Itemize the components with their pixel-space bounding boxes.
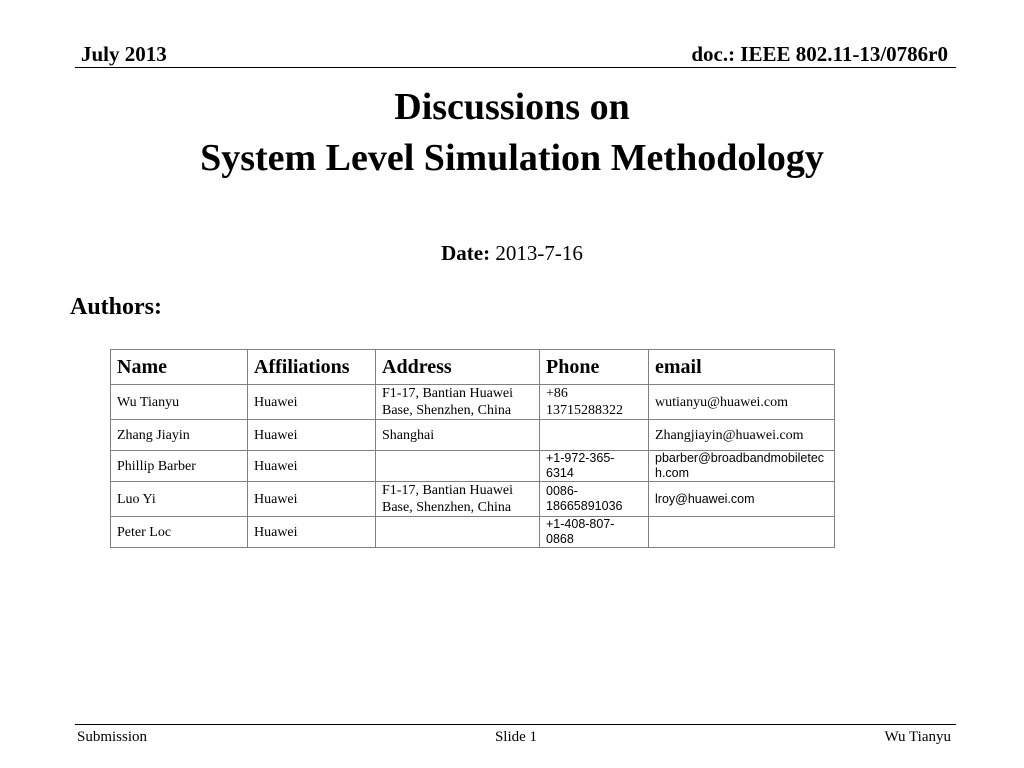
cell-affiliation: Huawei: [248, 451, 376, 482]
header-date: July 2013: [81, 42, 167, 66]
footer-author: Wu Tianyu: [884, 729, 951, 745]
cell-name: Peter Loc: [111, 517, 248, 548]
slide-title-line-1: Discussions on: [394, 86, 630, 128]
date-line: [0, 240, 1024, 266]
cell-email: wutianyu@huawei.com: [649, 385, 835, 420]
cell-address: [376, 451, 540, 482]
column-header-email: email: [649, 350, 835, 385]
column-header-affiliations: Affiliations: [248, 350, 376, 385]
cell-address: F1-17, Bantian Huawei Base, Shenzhen, China: [376, 482, 540, 517]
table-row: [111, 420, 835, 451]
header-divider: [75, 67, 956, 68]
table-row: [111, 451, 835, 482]
footer-slide-number: Slide 1: [494, 729, 538, 745]
authors-table: [110, 349, 835, 548]
cell-email: [649, 517, 835, 548]
table-header-row: [111, 350, 835, 385]
cell-phone: +86 13715288322: [540, 385, 649, 420]
cell-phone: +1-408-807-0868: [540, 517, 649, 548]
table-row: [111, 385, 835, 420]
cell-address: [376, 517, 540, 548]
column-header-name: Name: [111, 350, 248, 385]
header-doc-id: doc.: IEEE 802.11-13/0786r0: [691, 42, 948, 66]
slide-title: [0, 82, 1024, 184]
footer-submission: Submission: [77, 729, 148, 745]
date-label: Date:: [441, 241, 491, 265]
column-header-address: Address: [376, 350, 540, 385]
cell-phone: +1-972-365-6314: [540, 451, 649, 482]
column-header-phone: Phone: [540, 350, 649, 385]
cell-affiliation: Huawei: [248, 482, 376, 517]
cell-email: lroy@huawei.com: [649, 482, 835, 517]
date-value: 2013-7-16: [495, 241, 583, 265]
cell-phone: 0086-18665891036: [540, 482, 649, 517]
cell-affiliation: Huawei: [248, 385, 376, 420]
cell-phone: [540, 420, 649, 451]
cell-name: Luo Yi: [111, 482, 248, 517]
cell-email: pbarber@broadbandmobiletech.com: [649, 451, 835, 482]
table-row: [111, 517, 835, 548]
cell-address: F1-17, Bantian Huawei Base, Shenzhen, China: [376, 385, 540, 420]
cell-address: Shanghai: [376, 420, 540, 451]
authors-heading: Authors:: [70, 294, 163, 320]
cell-affiliation: Huawei: [248, 517, 376, 548]
cell-name: Phillip Barber: [111, 451, 248, 482]
slide-title-line-2: System Level Simulation Methodology: [200, 137, 824, 179]
table-row: [111, 482, 835, 517]
cell-affiliation: Huawei: [248, 420, 376, 451]
cell-name: Wu Tianyu: [111, 385, 248, 420]
cell-email: Zhangjiayin@huawei.com: [649, 420, 835, 451]
footer-divider: [75, 724, 956, 725]
cell-name: Zhang Jiayin: [111, 420, 248, 451]
